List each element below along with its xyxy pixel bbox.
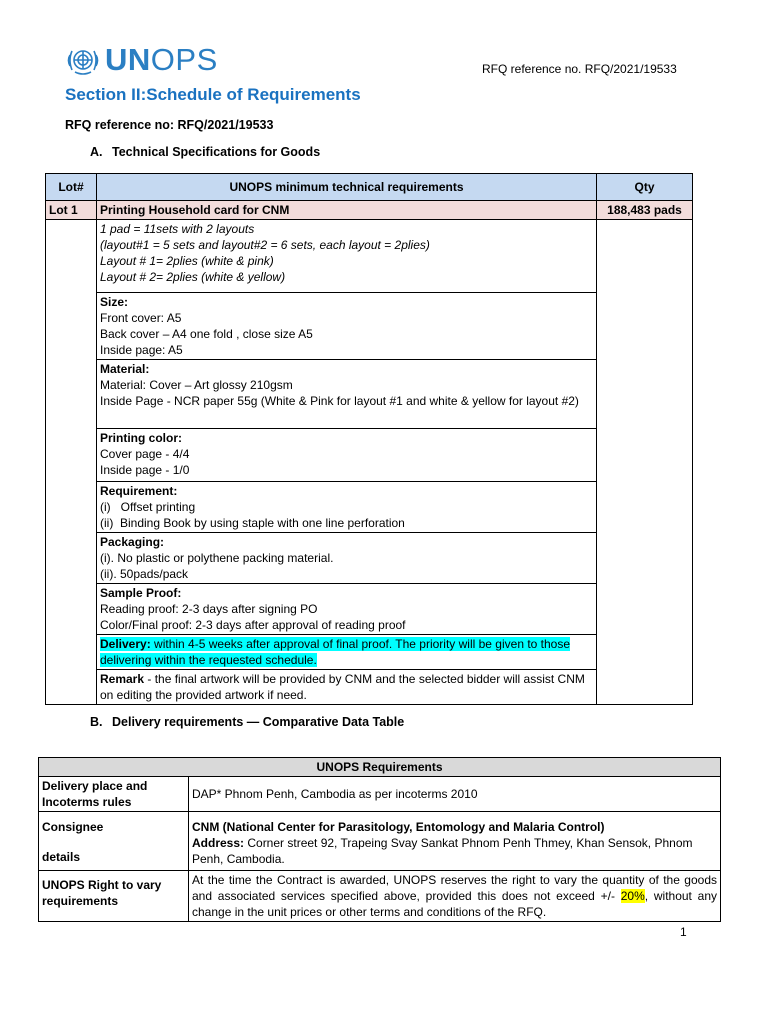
spec-row-printing-color xyxy=(46,429,693,482)
column-header-lot: Lot# xyxy=(46,174,97,201)
section-title: Section II:Schedule of Requirements xyxy=(65,85,361,104)
consignee-label: Consignee details xyxy=(39,812,189,871)
section-a-heading: A. Technical Specifications for Goods xyxy=(90,145,321,159)
logo-wordmark: UNOPS xyxy=(105,42,218,77)
spec-row-intro xyxy=(46,220,693,293)
table-row-delivery-place xyxy=(39,777,721,812)
spec-row-remark xyxy=(46,670,693,705)
right-to-vary-label: UNOPS Right to vary requirements xyxy=(39,871,189,922)
column-header-requirements: UNOPS minimum technical requirements xyxy=(97,174,597,201)
table-row-right-to-vary xyxy=(39,871,721,922)
un-emblem-icon xyxy=(66,43,100,77)
percentage-highlight: 20% xyxy=(620,889,645,903)
table-header-row xyxy=(46,174,693,201)
spec-packaging: Packaging: (i). No plastic or polythene packing material. (ii). 50pads/pack xyxy=(97,533,597,584)
lot-name: Printing Household card for CNM xyxy=(97,201,597,220)
spec-row-delivery xyxy=(46,635,693,670)
spec-sample-proof: Sample Proof: Reading proof: 2-3 days after signing PO Color/Final proof: 2-3 days after approval of reading proof xyxy=(97,584,597,635)
delivery-place-label: Delivery place and Incoterms rules xyxy=(39,777,189,812)
table-header-row xyxy=(39,758,721,777)
technical-specifications-table xyxy=(45,173,693,705)
spec-requirement: Requirement: (i) Offset printing (ii) Binding Book by using staple with one line perforation xyxy=(97,482,597,533)
spec-printing-color: Printing color: Cover page - 4/4 Inside page - 1/0 xyxy=(97,429,597,482)
rfq-reference: RFQ reference no: RFQ/2021/19533 xyxy=(65,118,274,132)
lot-row xyxy=(46,201,693,220)
delivery-requirements-table xyxy=(38,757,721,922)
unops-logo xyxy=(66,43,218,77)
qty-empty-cell xyxy=(597,220,693,705)
header-reference: RFQ reference no. RFQ/2021/19533 xyxy=(482,62,677,76)
spec-row-size xyxy=(46,293,693,360)
section-b-heading: B. Delivery requirements — Comparative Data Table xyxy=(90,715,405,729)
right-to-vary-value: At the time the Contract is awarded, UNOPS reserves the right to vary the quantity of the goods and associated services specified above, provided this does not exceed +/- 20%, without any change in the unit prices or other terms and conditions of the RFQ. xyxy=(189,871,721,922)
spec-row-packaging xyxy=(46,533,693,584)
consignee-value: CNM (National Center for Parasitology, Entomology and Malaria Control) Address: Corner street 92, Trapeing Svay Sankat Phnom Penh Thmey, Khan Sensok, Phnom Penh, Cambodia. xyxy=(189,812,721,871)
spec-material: Material: Material: Cover – Art glossy 210gsm Inside Page - NCR paper 55g (White & Pink for layout #1 and white & yellow for layout #2) xyxy=(97,360,597,429)
table-row-consignee xyxy=(39,812,721,871)
lot-empty-cell xyxy=(46,220,97,705)
unops-requirements-header: UNOPS Requirements xyxy=(39,758,721,777)
spec-row-sample-proof xyxy=(46,584,693,635)
spec-intro: 1 pad = 11sets with 2 layouts (layout#1 = 5 sets and layout#2 = 6 sets, each layout = 2plies) Layout # 1= 2plies (white & pink) Layout # 2= 2plies (white & yellow) xyxy=(97,220,597,293)
spec-size: Size: Front cover: A5 Back cover – A4 one fold , close size A5 Inside page: A5 xyxy=(97,293,597,360)
spec-remark: Remark - the final artwork will be provided by CNM and the selected bidder will assist CNM on editing the provided artwork if need. xyxy=(97,670,597,705)
lot-qty: 188,483 pads xyxy=(597,201,693,220)
lot-id: Lot 1 xyxy=(46,201,97,220)
page-number: 1 xyxy=(680,925,687,939)
spec-row-material xyxy=(46,360,693,429)
spec-row-requirement xyxy=(46,482,693,533)
column-header-qty: Qty xyxy=(597,174,693,201)
spec-delivery: Delivery: within 4-5 weeks after approval of final proof. The priority will be given to those delivering within the requested schedule. xyxy=(97,635,597,670)
delivery-place-value: DAP* Phnom Penh, Cambodia as per incoterms 2010 xyxy=(189,777,721,812)
